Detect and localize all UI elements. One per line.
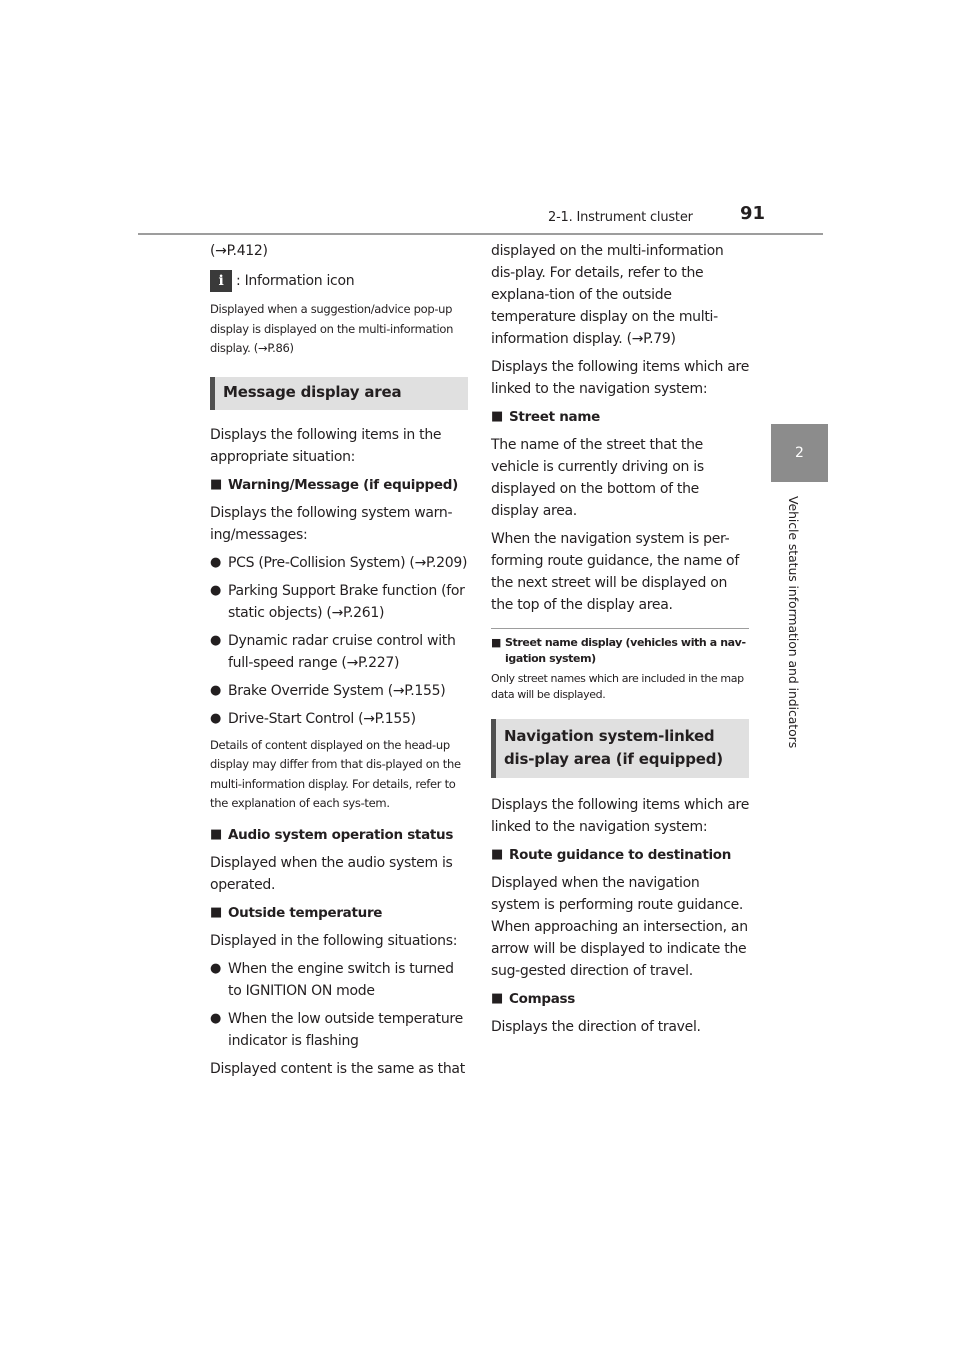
note-body: Only street names which are included in the map data will be displayed.	[491, 672, 744, 701]
subheading-text: Compass	[509, 991, 575, 1007]
square-bullet-icon: ■	[491, 847, 503, 862]
list-item	[210, 630, 468, 674]
subheading-text: Route guidance to destination	[509, 847, 732, 863]
list-item	[210, 1008, 468, 1052]
chapter-number: 2	[795, 445, 804, 461]
information-icon-row	[210, 270, 468, 292]
note-heading-text: Street name display (vehicles with a nav-igation system)	[505, 636, 746, 665]
subheading-text: Warning/Message (if equipped)	[228, 476, 458, 493]
list-item	[210, 958, 468, 1002]
square-bullet-icon: ■	[491, 409, 503, 424]
square-bullet-icon: ■	[210, 826, 222, 842]
list-item-text: Dynamic radar cruise control with full-speed range (→P.227)	[228, 632, 456, 671]
bullet-icon: ●	[210, 582, 222, 598]
section-heading-message-display-area: Message display area	[210, 377, 468, 410]
paragraph: Displays the following items in the appropriate situation:	[210, 426, 442, 465]
paragraph: Displays the following system warn-ing/messages:	[210, 504, 453, 543]
subheading-route-guidance	[491, 844, 749, 866]
list-item	[210, 680, 468, 702]
paragraph: When the navigation system is per-forming route guidance, the name of the next street will be displayed on the top of the display area.	[491, 531, 739, 613]
subheading-street-name	[491, 406, 749, 428]
subheading-outside-temperature	[210, 902, 468, 924]
note-heading	[491, 635, 749, 667]
square-bullet-icon: ■	[491, 636, 501, 649]
page-number: 91	[740, 203, 766, 224]
small-note: Details of content displayed on the head-up display may differ from that dis-played on the multi-information display. For details, refer to the explanation of each sys-tem.	[210, 737, 461, 810]
subheading-text: Outside temperature	[228, 904, 383, 921]
list-item	[210, 580, 468, 624]
square-bullet-icon: ■	[491, 991, 503, 1006]
list-item-text: Brake Override System (→P.155)	[228, 682, 446, 699]
paragraph: Displayed when the audio system is operated.	[210, 854, 453, 893]
list-item	[210, 552, 468, 574]
square-bullet-icon: ■	[210, 476, 222, 492]
paragraph: The name of the street that the vehicle is currently driving on is displayed on the bottom of the display area.	[491, 437, 704, 519]
list-item	[210, 708, 468, 730]
bullet-icon: ●	[210, 960, 222, 976]
subheading-audio-status	[210, 824, 468, 846]
paragraph: Displays the following items which are linked to the navigation system:	[491, 797, 750, 835]
paragraph: Displayed in the following situations:	[210, 932, 458, 949]
paragraph: displayed on the multi-information dis-play. For details, refer to the explana-tion of the outside temperature display on the multi-information display. (→P.79)	[491, 243, 724, 347]
paragraph: Displayed content is the same as that	[210, 1060, 465, 1077]
section-title: 2-1. Instrument cluster	[548, 210, 693, 225]
bullet-icon: ●	[210, 682, 222, 698]
left-column	[210, 240, 468, 1086]
paragraph: Displays the direction of travel.	[491, 1019, 701, 1035]
bullet-icon: ●	[210, 1010, 222, 1026]
list-item-text: Drive-Start Control (→P.155)	[228, 710, 416, 727]
list-item-text: PCS (Pre-Collision System) (→P.209)	[228, 554, 468, 571]
list-item-text: When the low outside temperature indicator is flashing	[228, 1010, 463, 1049]
information-icon: i	[210, 270, 232, 292]
note-divider	[491, 628, 749, 629]
bullet-icon: ●	[210, 554, 222, 570]
subheading-text: Audio system operation status	[228, 826, 454, 843]
chapter-label: Vehicle status information and indicators	[786, 496, 801, 749]
bullet-icon: ●	[210, 632, 222, 648]
information-icon-label: : Information icon	[236, 273, 355, 289]
list-item-text: When the engine switch is turned to IGNITION ON mode	[228, 960, 454, 999]
list-item-text: Parking Support Brake function (for static objects) (→P.261)	[228, 582, 465, 621]
bullet-icon: ●	[210, 710, 222, 726]
page-reference: (→P.412)	[210, 243, 268, 259]
square-bullet-icon: ■	[210, 904, 222, 920]
right-column	[491, 240, 749, 1044]
subheading-text: Street name	[509, 409, 600, 425]
paragraph: Displayed when the navigation system is performing route guidance. When approaching an intersection, an arrow will be displayed to indicate the sug-gested direction of travel.	[491, 875, 748, 979]
paragraph: Displays the following items which are linked to the navigation system:	[491, 359, 750, 397]
information-icon-description: Displayed when a suggestion/advice pop-up display is displayed on the multi-information display. (→P.86)	[210, 302, 454, 355]
subheading-warning-message	[210, 474, 468, 496]
section-heading-navigation-linked-area: Navigation system-linked dis-play area (if equipped)	[491, 719, 749, 778]
header-rule	[138, 233, 823, 235]
subheading-compass	[491, 988, 749, 1010]
